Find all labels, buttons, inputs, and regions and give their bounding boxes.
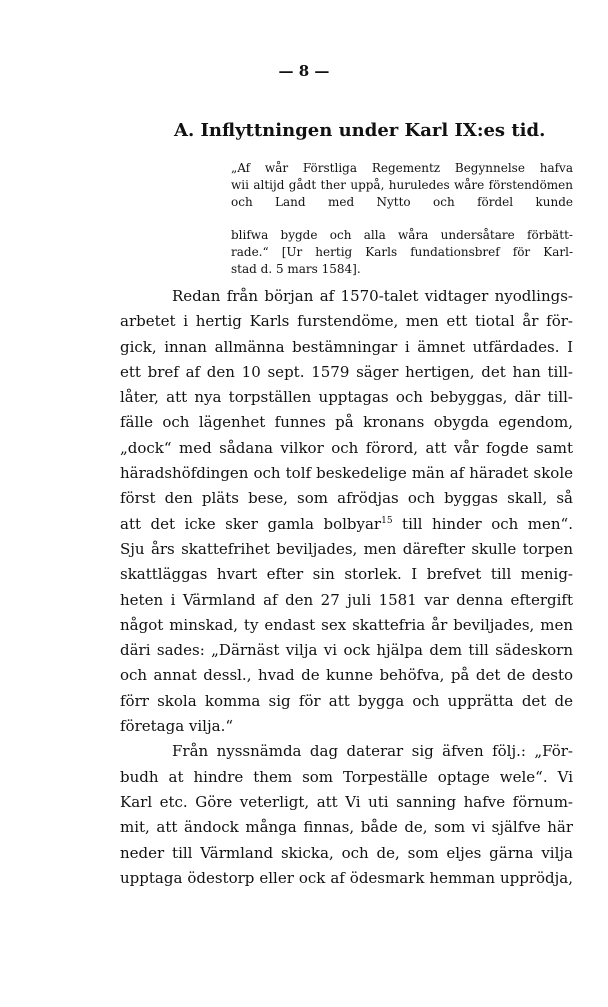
text-line: låter, att nya torpställen upptagas och bebyggas, där till- xyxy=(120,388,573,407)
text-line: däri sades: „Därnäst vilja vi ock hjälpa dem till sädeskorn xyxy=(120,641,573,660)
text-line: arbetet i hertig Karls furstendöme, men ett tiotal år för- xyxy=(120,312,573,331)
text-line: upptaga ödestorp eller ock af ödesmark hemman upprödja, xyxy=(120,868,573,887)
text-line: fälle och lägenhet funnes på kronans obygda egendom, xyxy=(120,413,573,432)
text-line: Karl etc. Göre veterligt, att Vi uti sanning hafve förnum- xyxy=(120,792,573,811)
quote-line: rade.“ [Ur hertig Karls fundationsbref för Karl- xyxy=(231,244,573,259)
text-line: förr skola komma sig för att bygga och upprätta det de xyxy=(120,691,573,710)
body-text xyxy=(120,284,573,891)
page-number: — 8 — xyxy=(278,62,330,80)
text-line: budh at hindre them som Torpeställe optage wele“. Vi xyxy=(120,767,573,786)
text-line: mit, att ändock många finnas, både de, som vi själfve här xyxy=(120,818,573,837)
text-line: Redan från början af 1570-talet vidtager nyodlings- xyxy=(172,287,573,305)
text-line: neder till Värmland skicka, och de, som eljes gärna vilja xyxy=(120,843,573,862)
quote-line: „Af wår Förstliga Regementz Begynnelse hafva xyxy=(231,161,573,175)
text-line: heten i Värmland af den 27 juli 1581 var denna eftergift xyxy=(120,590,573,609)
quote-line: stad d. 5 mars 1584]. xyxy=(231,261,361,276)
footnote-reference[interactable]: 15 xyxy=(381,515,393,526)
text-line: gick, innan allmänna bestämningar i ämnet utfärdades. I xyxy=(120,337,573,356)
text-line-with-footnote xyxy=(120,512,573,537)
text-line: något minskad, ty endast sex skattefria år beviljades, men xyxy=(120,615,573,634)
text-line: häradshöfdingen och tolf beskedelige män af häradet skole xyxy=(120,464,573,483)
text-line: Sju års skattefrihet beviljades, men därefter skulle torpen xyxy=(120,539,573,558)
text-line: „dock“ med sådana vilkor och förord, att vår fogde samt xyxy=(120,438,573,457)
text-line: Från nyssnämda dag daterar sig äfven följ.: „För- xyxy=(172,742,573,761)
quote-line: wii altijd gådt ther uppå, huruledes wåre förstendömen och Land med Nytto och fördel kunde xyxy=(231,177,573,209)
text-line: företaga vilja.“ xyxy=(120,717,234,736)
quote-line: blifwa bygde och alla wåra undersåtare förbätt- xyxy=(231,228,573,243)
text-line: ett bref af den 10 sept. 1579 säger hertigen, det han till- xyxy=(120,362,573,381)
text-line: och annat dessl., hvad de kunne behöfva, på det de desto xyxy=(120,666,573,685)
epigraph-quote xyxy=(231,160,573,278)
text-segment: till hinder och men“. xyxy=(392,514,573,533)
section-heading: A. Inflyttningen under Karl IX:es tid. xyxy=(174,120,546,141)
text-line: skattläggas hvart efter sin storlek. I brefvet till menig- xyxy=(120,565,573,584)
text-line: först den pläts bese, som afrödjas och byggas skall, så xyxy=(120,489,573,508)
text-segment: att det icke sker gamla bolbyar xyxy=(120,514,382,533)
